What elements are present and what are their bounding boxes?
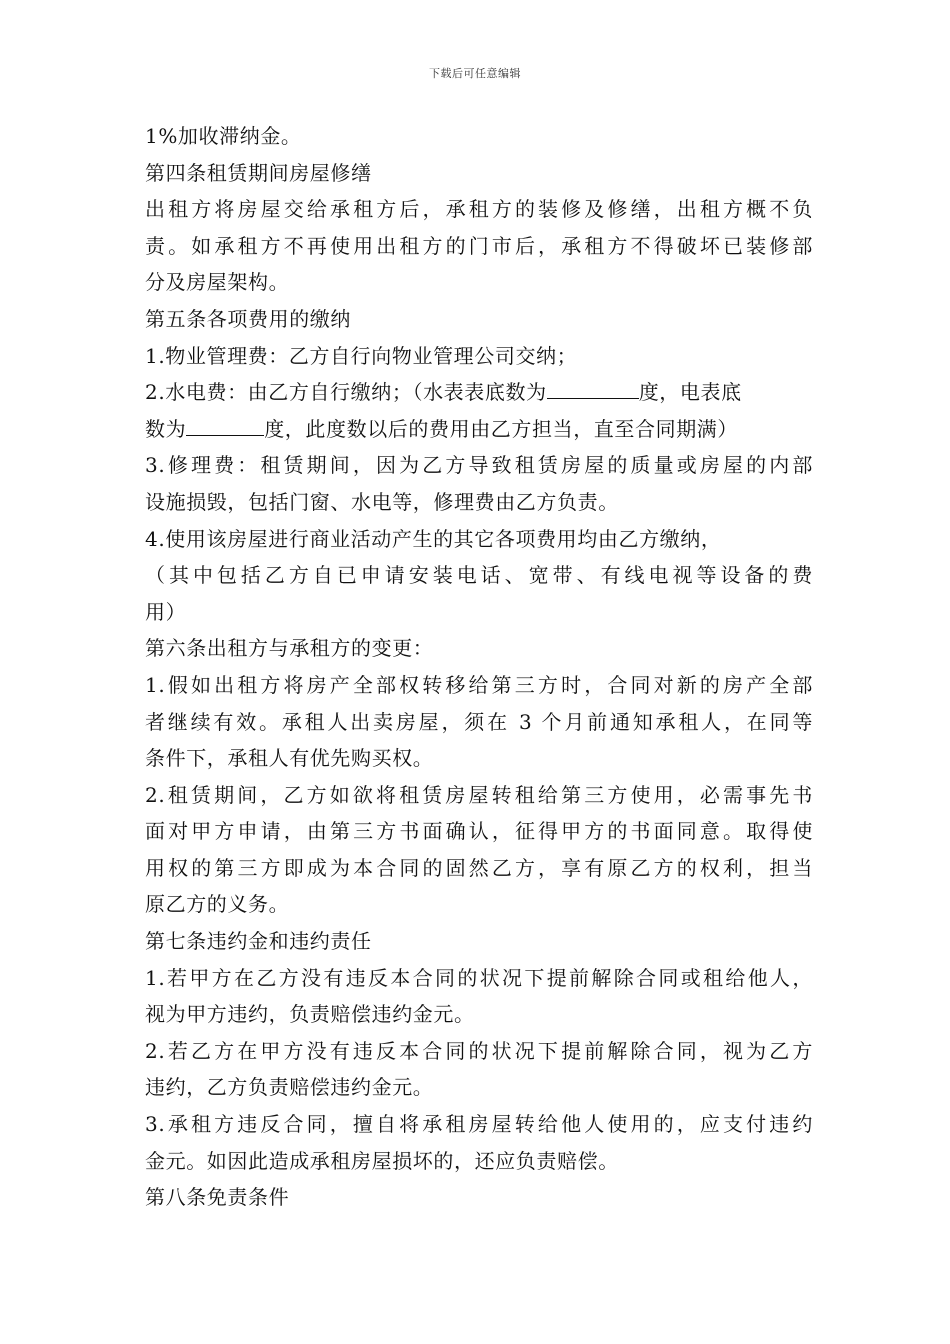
paragraph-line: 原乙方的义务。 (145, 892, 290, 917)
paragraph-line: 者继续有效。承租人出卖房屋，须在 3 个月前通知承租人，在同等 (145, 709, 813, 734)
text-segment: 2.水电费：由乙方自行缴纳；（水表表底数为 (145, 380, 547, 405)
paragraph-line: 视为甲方违约，负责赔偿违约金元。 (145, 1002, 475, 1027)
paragraph-line: 1.假如出租方将房产全部权转移给第三方时，合同对新的房产全部 (145, 672, 813, 697)
paragraph-line (145, 374, 813, 411)
paragraph-line: 2.租赁期间，乙方如欲将租赁房屋转租给第三方使用，必需事先书 (145, 782, 813, 807)
paragraph-line: 4.使用该房屋进行商业活动产生的其它各项费用均由乙方缴纳， (145, 526, 722, 551)
paragraph-line: 金元。如因此造成承租房屋损坏的，还应负责赔偿。 (145, 1148, 619, 1173)
paragraph-line (145, 411, 813, 448)
paragraph-line: 2.若乙方在甲方没有违反本合同的状况下提前解除合同，视为乙方 (145, 1038, 813, 1063)
paragraph-line: 面对甲方申请，由第三方书面确认，征得甲方的书面同意。取得使 (145, 819, 813, 844)
paragraph-line: 条件下，承租人有优先购买权。 (145, 746, 434, 771)
paragraph-line: 用权的第三方即成为本合同的固然乙方，享有原乙方的权利，担当 (145, 855, 813, 880)
paragraph-line: 违约，乙方负责赔偿违约金元。 (145, 1075, 434, 1100)
text-segment: 度，电表底 (638, 380, 742, 405)
text-segment: 数为 (145, 416, 187, 441)
paragraph-line: 1.物业管理费：乙方自行向物业管理公司交纳； (145, 343, 578, 368)
paragraph-line: 分及房屋架构。 (145, 270, 290, 295)
section-heading: 第七条违约金和违约责任 (145, 929, 372, 954)
paragraph-line: （其中包括乙方自已申请安装电话、宽带、有线电视等设备的费 (145, 563, 813, 588)
paragraph-line: 1.若甲方在乙方没有违反本合同的状况下提前解除合同或租给他人， (145, 965, 813, 990)
document-body (145, 118, 813, 1216)
paragraph-line: 设施损毁，包括门窗、水电等，修理费由乙方负责。 (145, 489, 619, 514)
paragraph-line: 3.承租方违反合同，擅自将承租房屋转给他人使用的，应支付违约 (145, 1112, 813, 1137)
water-meter-blank (547, 376, 639, 399)
paragraph-line: 出租方将房屋交给承租方后，承租方的装修及修缮，出租方概不负 (145, 197, 813, 222)
section-heading: 第四条租赁期间房屋修缮 (145, 160, 372, 185)
electric-meter-blank (186, 413, 264, 436)
section-heading: 第五条各项费用的缴纳 (145, 306, 351, 331)
text-segment: 度，此度数以后的费用由乙方担当，直至合同期满） (264, 416, 739, 441)
paragraph-line: 1%加收滞纳金。 (145, 124, 302, 148)
page-header-note: 下载后可任意编辑 (429, 67, 521, 80)
paragraph-line: 责。如承租方不再使用出租方的门市后，承租方不得破坏已装修部 (145, 233, 813, 258)
paragraph-line: 用） (145, 599, 187, 624)
section-heading: 第六条出租方与承租方的变更： (145, 636, 434, 661)
paragraph-line: 3.修理费：租赁期间，因为乙方导致租赁房屋的质量或房屋的内部 (145, 453, 813, 478)
section-heading: 第八条免责条件 (145, 1185, 290, 1210)
